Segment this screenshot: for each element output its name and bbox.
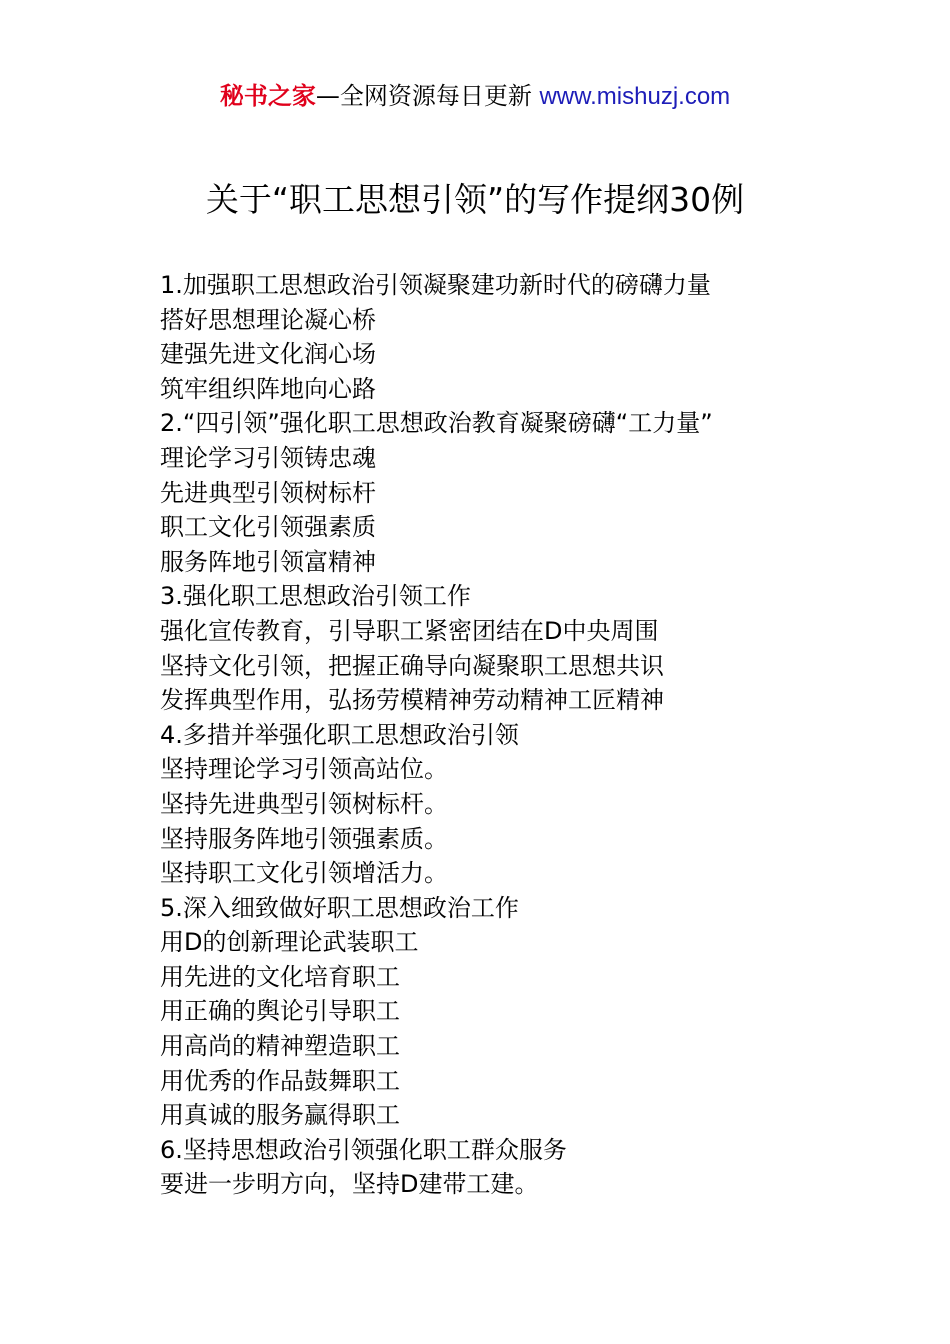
site-url-link[interactable]: www.mishuzj.com (539, 83, 731, 110)
outline-item: 坚持文化引领，把握正确导向凝聚职工思想共识 (160, 651, 664, 680)
outline-item: 理论学习引领铸忠魂 (160, 443, 376, 472)
outline-heading: 6.坚持思想政治引领强化职工群众服务 (160, 1135, 567, 1164)
outline-item: 用正确的舆论引导职工 (160, 997, 400, 1026)
outline-heading: 4.多措并举强化职工思想政治引领 (160, 720, 519, 749)
outline-item: 强化宣传教育，引导职工紧密团结在D中央周围 (160, 616, 659, 645)
outline-heading: 3.强化职工思想政治引领工作 (160, 582, 471, 611)
outline-item: 建强先进文化润心场 (160, 340, 376, 369)
brand-name: 秘书之家 (219, 82, 316, 110)
outline-item: 服务阵地引领富精神 (160, 547, 376, 576)
outline-item: 用真诚的服务赢得职工 (160, 1101, 400, 1130)
outline-item: 搭好思想理论凝心桥 (160, 305, 376, 334)
outline-item: 先进典型引领树标杆 (160, 478, 376, 507)
outline-item: 用高尚的精神塑造职工 (160, 1032, 400, 1061)
outline-item: 要进一步明方向，坚持D建带工建。 (160, 1170, 539, 1199)
outline-item: 坚持职工文化引领增活力。 (160, 859, 448, 888)
outline-item: 筑牢组织阵地向心路 (160, 374, 376, 403)
outline-item: 发挥典型作用，弘扬劳模精神劳动精神工匠精神 (160, 686, 664, 715)
outline-heading: 1.加强职工思想政治引领凝聚建功新时代的磅礴力量 (160, 271, 711, 299)
header-dash: — (315, 82, 340, 110)
outline-item: 用D的创新理论武装职工 (160, 928, 419, 957)
outline-heading: 5.深入细致做好职工思想政治工作 (160, 893, 519, 922)
header-tagline: 全网资源每日更新 (339, 82, 532, 110)
outline-item: 坚持理论学习引领高站位。 (160, 755, 448, 784)
document-title: 关于“职工思想引领”的写作提纲30例 (205, 180, 745, 219)
outline-item: 坚持先进典型引领树标杆。 (160, 789, 448, 818)
site-header (0, 80, 950, 113)
outline-item: 用先进的文化培育职工 (160, 962, 400, 991)
outline-item: 职工文化引领强素质 (160, 513, 376, 542)
outline-list (160, 268, 920, 1202)
outline-heading: 2.“四引领”强化职工思想政治教育凝聚磅礴“工力量” (160, 409, 713, 438)
outline-item: 用优秀的作品鼓舞职工 (160, 1066, 400, 1095)
outline-item: 坚持服务阵地引领强素质。 (160, 824, 448, 853)
